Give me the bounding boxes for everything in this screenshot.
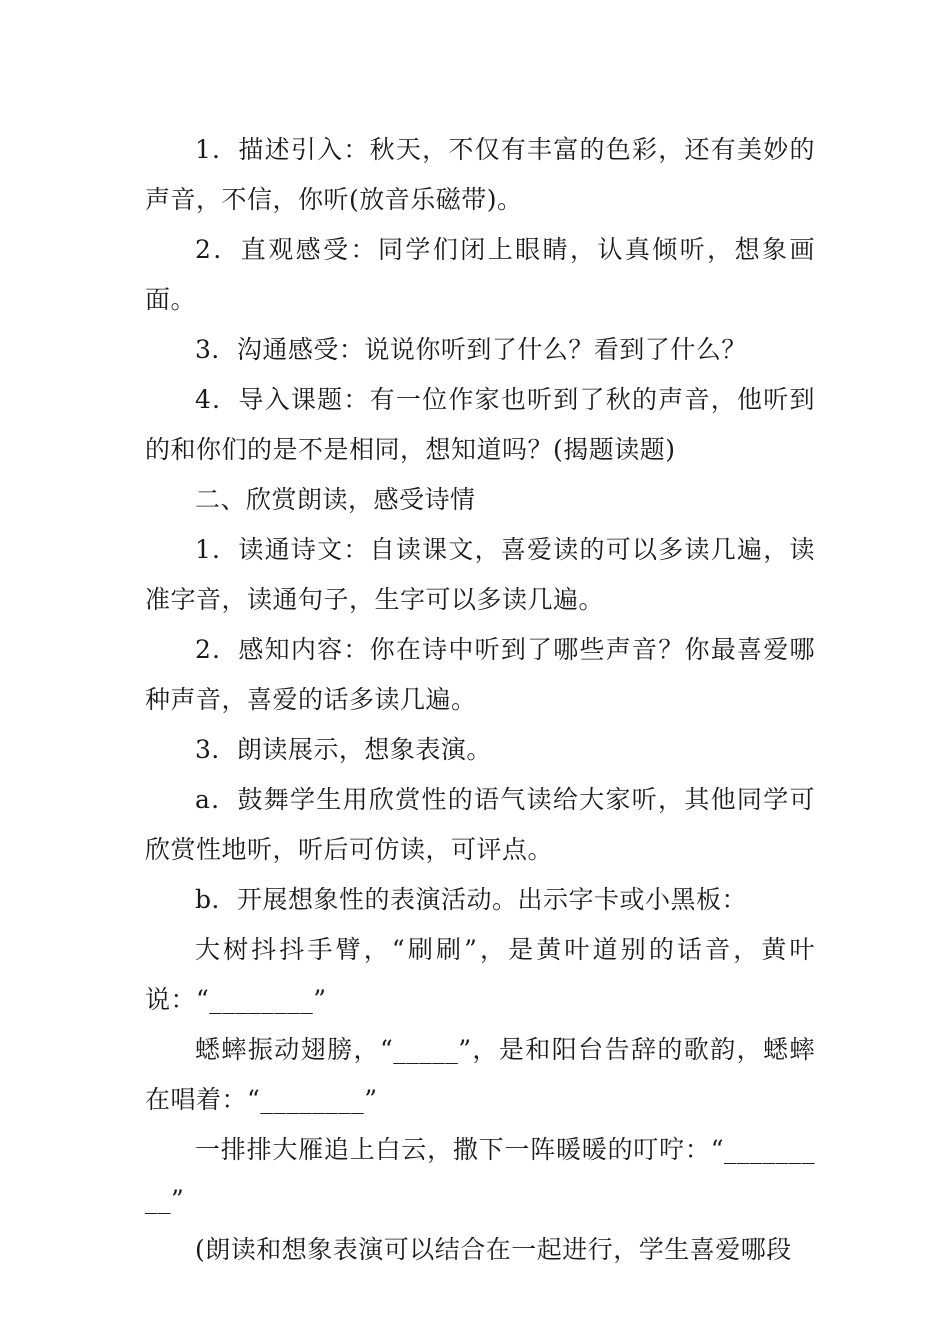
document-body [145, 125, 815, 1275]
paragraph-perceive-content: 2．感知内容：你在诗中听到了哪些声音？你最喜爱哪种声音，喜爱的话多读几遍。 [145, 635, 815, 714]
paragraph-reading-display: 3．朗读展示，想象表演。 [195, 735, 492, 764]
section-heading-appreciate-reading: 二、欣赏朗读，感受诗情 [195, 485, 476, 514]
paragraph-fill-tree: 大树抖抖手臂，“刷刷”，是黄叶道别的话音，黄叶说：“________” [145, 935, 815, 1014]
paragraph-fill-geese: 一排排大雁追上白云，撒下一阵暖暖的叮咛：“_________” [145, 1135, 815, 1214]
paragraph-item-a: a．鼓舞学生用欣赏性的语气读给大家听，其他同学可欣赏性地听，听后可仿读，可评点。 [145, 785, 815, 864]
paragraph-share-feeling: 3．沟通感受：说说你听到了什么？看到了什么？ [195, 335, 747, 364]
paragraph-read-text: 1．读通诗文：自读课文，喜爱读的可以多读几遍，读准字音，读通句子，生字可以多读几遍。 [145, 535, 815, 614]
paragraph-note: (朗读和想象表演可以结合在一起进行，学生喜爱哪段 [195, 1235, 792, 1264]
paragraph-intro-description: 1．描述引入：秋天，不仅有丰富的色彩，还有美妙的声音，不信，你听(放音乐磁带)。 [145, 135, 815, 214]
paragraph-introduce-topic: 4．导入课题：有一位作家也听到了秋的声音，他听到的和你们的是不是相同，想知道吗？(揭题读题) [145, 385, 815, 464]
paragraph-fill-cricket: 蟋蟀振动翅膀，“_____”，是和阳台告辞的歌韵，蟋蟀在唱着：“________” [145, 1035, 815, 1114]
paragraph-item-b: b．开展想象性的表演活动。出示字卡或小黑板： [195, 885, 748, 914]
paragraph-intuitive-feeling: 2．直观感受：同学们闭上眼睛，认真倾听，想象画面。 [145, 235, 815, 314]
